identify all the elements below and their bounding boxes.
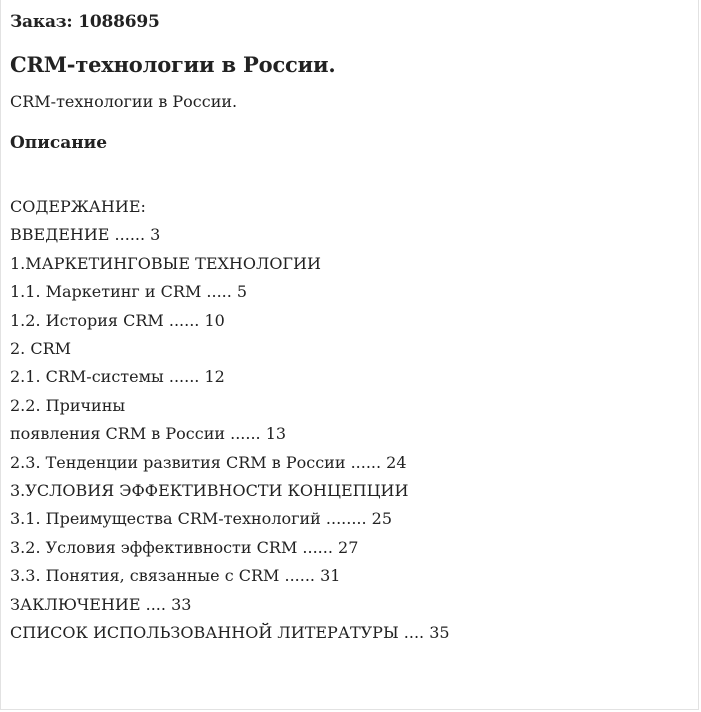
toc-item: 2.3. Тенденции развития CRM в России ...... 24 bbox=[10, 452, 407, 472]
toc-item: 3.3. Понятия, связанные с CRM ...... 31 bbox=[10, 566, 341, 586]
toc-item: 3.1. Преимущества CRM-технологий ........ 25 bbox=[10, 509, 393, 529]
toc-item: ЗАКЛЮЧЕНИЕ .... 33 bbox=[10, 594, 192, 614]
page-title: CRM-технологии в России. bbox=[10, 52, 336, 77]
toc-item: 3.2. Условия эффективности CRM ...... 27 bbox=[10, 537, 359, 557]
description-heading: Описание bbox=[10, 133, 108, 153]
toc-item: 3.УСЛОВИЯ ЭФФЕКТИВНОСТИ КОНЦЕПЦИИ bbox=[10, 481, 409, 501]
toc-item: 2. CRM bbox=[10, 339, 72, 359]
toc-item: 2.1. CRM-системы ...... 12 bbox=[10, 367, 225, 387]
order-number: Заказ: 1088695 bbox=[10, 12, 160, 32]
toc-item: СОДЕРЖАНИЕ: bbox=[10, 197, 146, 216]
toc-item: 1.2. История CRM ...... 10 bbox=[10, 310, 225, 330]
toc-item: появления CRM в России ...... 13 bbox=[10, 424, 287, 444]
table-of-contents bbox=[10, 193, 690, 648]
toc-item: 1.1. Маркетинг и CRM ..... 5 bbox=[10, 282, 248, 302]
toc-item: 1.МАРКЕТИНГОВЫЕ ТЕХНОЛОГИИ bbox=[10, 253, 321, 273]
toc-item: ВВЕДЕНИЕ ...... 3 bbox=[10, 225, 161, 245]
work-subtitle: CRM-технологии в России. bbox=[10, 92, 238, 111]
toc-item: СПИСОК ИСПОЛЬЗОВАННОЙ ЛИТЕРАТУРЫ .... 35 bbox=[10, 623, 450, 643]
toc-item: 2.2. Причины bbox=[10, 395, 126, 415]
